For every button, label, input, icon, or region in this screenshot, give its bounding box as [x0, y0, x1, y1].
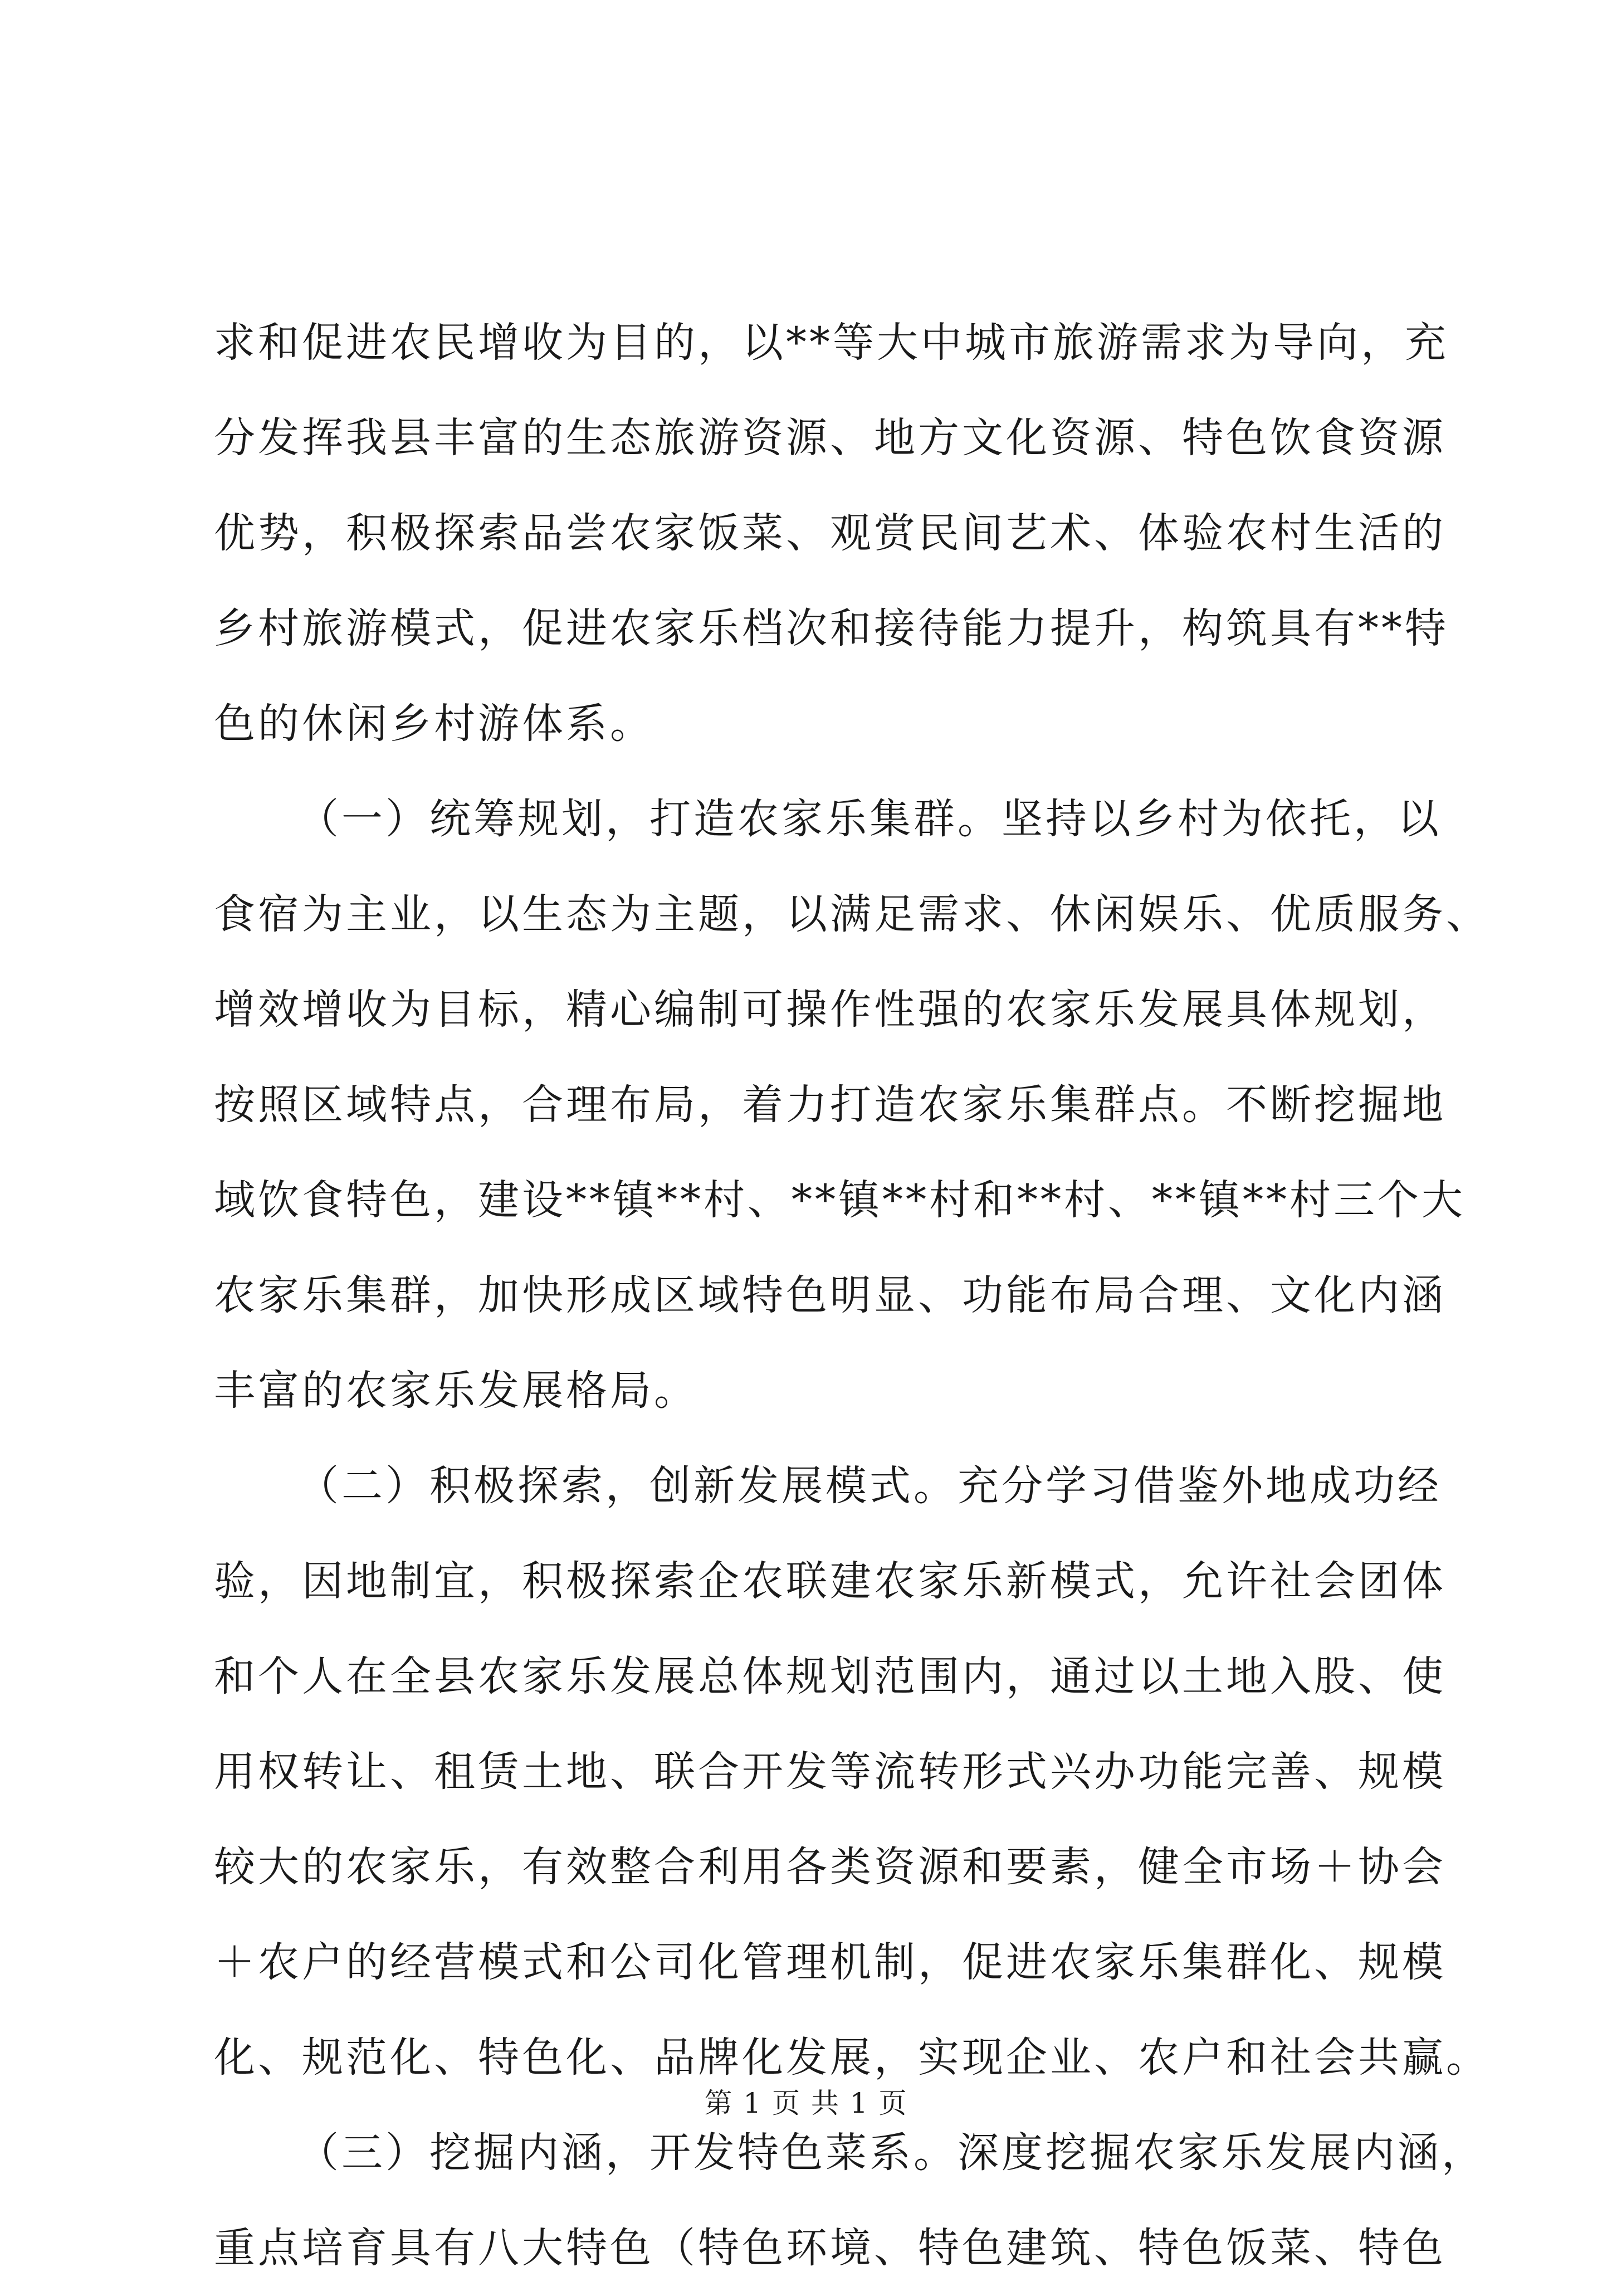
text-line: 色的休闲乡村游体系。: [214, 700, 654, 748]
text-line: 化、规范化、特色化、品牌化发展，实现企业、农户和社会共赢。: [214, 2034, 1490, 2081]
text-line: 域饮食特色，建设**镇**村、**镇**村和**村、**镇**村三个大: [214, 1176, 1466, 1224]
document-body: [214, 295, 1490, 2296]
text-line: 重点培育具有八大特色（特色环境、特色建筑、特色饭菜、特色: [214, 2224, 1446, 2272]
text-line: 和个人在全县农家乐发展总体规划范围内，通过以土地入股、使: [214, 1652, 1446, 1700]
text-line: 用权转让、租赁土地、联合开发等流转形式兴办功能完善、规模: [214, 1748, 1446, 1796]
text-line: 验，因地制宜，积极探索企农联建农家乐新模式，允许社会团体: [214, 1557, 1446, 1605]
page-footer: 第 1 页 共 1 页: [704, 2087, 908, 2119]
text-line: 增效增收为目标，精心编制可操作性强的农家乐发展具体规划，: [214, 986, 1446, 1034]
text-line: 较大的农家乐，有效整合利用各类资源和要素，健全市场＋协会: [214, 1843, 1446, 1891]
text-line: 丰富的农家乐发展格局。: [214, 1367, 698, 1415]
text-line: 优势，积极探索品尝农家饭菜、观赏民间艺术、体验农村生活的: [214, 509, 1446, 557]
text-line: 分发挥我县丰富的生态旅游资源、地方文化资源、特色饮食资源: [214, 414, 1446, 462]
text-line: 食宿为主业，以生态为主题，以满足需求、休闲娱乐、优质服务、: [214, 890, 1490, 938]
text-line: 农家乐集群，加快形成区域特色明显、功能布局合理、文化内涵: [214, 1271, 1446, 1319]
text-line: 求和促进农民增收为目的，以**等大中城市旅游需求为导向，充: [214, 319, 1449, 367]
paragraph-heading-line: （一）统筹规划，打造农家乐集群。坚持以乡村为依托，以: [297, 795, 1442, 843]
paragraph-heading-line: （二）积极探索，创新发展模式。充分学习借鉴外地成功经: [297, 1462, 1442, 1510]
text-line: 乡村旅游模式，促进农家乐档次和接待能力提升，构筑具有**特: [214, 605, 1449, 652]
text-line: 按照区域特点，合理布局，着力打造农家乐集群点。不断挖掘地: [214, 1081, 1446, 1129]
paragraph-heading-line: （三）挖掘内涵，开发特色菜系。深度挖掘农家乐发展内涵，: [297, 2129, 1486, 2177]
text-line: ＋农户的经营模式和公司化管理机制，促进农家乐集群化、规模: [214, 1938, 1446, 1986]
